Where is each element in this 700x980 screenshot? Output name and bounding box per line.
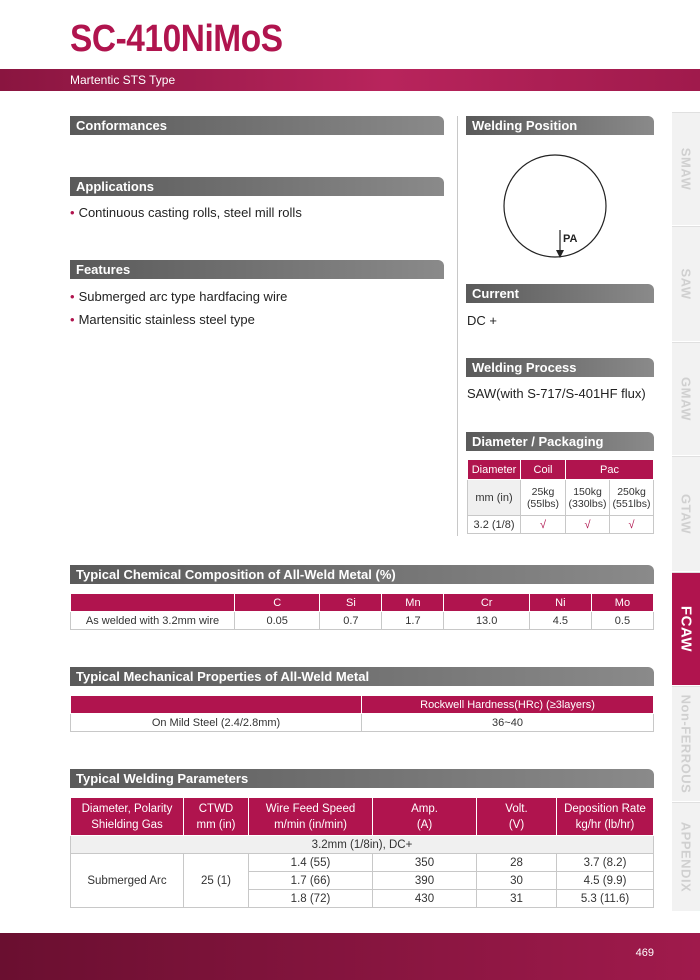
param-cell: 350 (373, 854, 477, 872)
page-number: 469 (635, 947, 654, 959)
check-icon: √ (566, 516, 610, 534)
chem-col: Mn (382, 594, 444, 612)
check-icon: √ (521, 516, 566, 534)
column-divider (457, 116, 458, 536)
chem-col: Mo (591, 594, 653, 612)
param-col: Deposition Rate kg/hr (lb/hr) (557, 798, 654, 836)
param-col: Volt. (V) (477, 798, 557, 836)
welding-process-value: SAW(with S-717/S-401HF flux) (467, 386, 646, 401)
param-col: CTWD mm (in) (184, 798, 249, 836)
param-subheader: 3.2mm (1/8in), DC+ (71, 836, 654, 854)
subtitle: Martentic STS Type (70, 73, 176, 87)
position-label: PA (563, 233, 578, 245)
process-cell: Submerged Arc (71, 854, 184, 908)
param-cell: 3.7 (8.2) (557, 854, 654, 872)
hardness-value: 36~40 (362, 714, 654, 732)
current-heading: Current (466, 284, 654, 303)
side-tab-non-ferrous[interactable]: Non-FERROUS (672, 686, 700, 801)
welding-position-diagram (500, 152, 610, 262)
chem-value: 4.5 (529, 612, 591, 630)
chem-value: 0.7 (320, 612, 382, 630)
applications-heading: Applications (70, 177, 444, 196)
weight-cell: 250kg (551lbs) (610, 480, 654, 516)
col-diameter: Diameter (468, 460, 521, 480)
footer-bar (0, 933, 700, 980)
param-col: Amp. (A) (373, 798, 477, 836)
ctwd-cell: 25 (1) (184, 854, 249, 908)
welding-position-heading: Welding Position (466, 116, 654, 135)
param-cell: 4.5 (9.9) (557, 872, 654, 890)
conformances-heading: Conformances (70, 116, 444, 135)
welding-process-heading: Welding Process (466, 358, 654, 377)
features-heading: Features (70, 260, 444, 279)
chem-value: 1.7 (382, 612, 444, 630)
subtitle-bar (0, 69, 700, 91)
side-tab-appendix[interactable]: APPENDIX (672, 802, 700, 911)
chem-col: Si (320, 594, 382, 612)
features-item: • Martensitic stainless steel type (70, 312, 255, 327)
weight-cell: 25kg (55lbs) (521, 480, 566, 516)
side-tab-saw[interactable]: SAW (672, 226, 700, 341)
param-cell: 5.3 (11.6) (557, 890, 654, 908)
param-cell: 1.7 (66) (249, 872, 373, 890)
side-tab-gtaw[interactable]: GTAW (672, 456, 700, 571)
mechanical-heading: Typical Mechanical Properties of All-Weld Metal (70, 667, 654, 686)
chem-value: 0.05 (235, 612, 320, 630)
param-col: Wire Feed Speed m/min (in/min) (249, 798, 373, 836)
bullet-icon: • (70, 205, 75, 220)
chem-col: Cr (444, 594, 529, 612)
packaging-table (467, 459, 654, 534)
mech-row-label: On Mild Steel (2.4/2.8mm) (71, 714, 362, 732)
diameter-cell: 3.2 (1/8) (468, 516, 521, 534)
param-cell: 430 (373, 890, 477, 908)
chemical-heading: Typical Chemical Composition of All-Weld Metal (%) (70, 565, 654, 584)
side-tab-fcaw[interactable]: FCAW (672, 572, 700, 685)
parameters-heading: Typical Welding Parameters (70, 769, 654, 788)
weight-cell: 150kg (330lbs) (566, 480, 610, 516)
param-cell: 1.4 (55) (249, 854, 373, 872)
param-cell: 30 (477, 872, 557, 890)
chem-value: 0.5 (591, 612, 653, 630)
col-coil: Coil (521, 460, 566, 480)
page-title: SC-410NiMoS (70, 18, 283, 60)
param-cell: 31 (477, 890, 557, 908)
side-tab-smaw[interactable]: SMAW (672, 112, 700, 225)
applications-item: • Continuous casting rolls, steel mill rolls (70, 205, 302, 220)
param-cell: 28 (477, 854, 557, 872)
mechanical-table (70, 695, 654, 732)
param-cell: 390 (373, 872, 477, 890)
parameters-table (70, 797, 654, 908)
chemical-table (70, 593, 654, 630)
hardness-col: Rockwell Hardness(HRc) (≥3layers) (362, 696, 654, 714)
unit-cell: mm (in) (468, 480, 521, 516)
bullet-icon: • (70, 289, 75, 304)
features-item: • Submerged arc type hardfacing wire (70, 289, 288, 304)
param-cell: 1.8 (72) (249, 890, 373, 908)
bullet-icon: • (70, 312, 75, 327)
packaging-heading: Diameter / Packaging (466, 432, 654, 451)
param-col: Diameter, Polarity Shielding Gas (71, 798, 184, 836)
chem-col: C (235, 594, 320, 612)
side-tab-gmaw[interactable]: GMAW (672, 342, 700, 455)
col-pac: Pac (566, 460, 654, 480)
chem-row-label: As welded with 3.2mm wire (71, 612, 235, 630)
check-icon: √ (610, 516, 654, 534)
chem-col: Ni (529, 594, 591, 612)
chem-value: 13.0 (444, 612, 529, 630)
current-value: DC + (467, 313, 497, 328)
